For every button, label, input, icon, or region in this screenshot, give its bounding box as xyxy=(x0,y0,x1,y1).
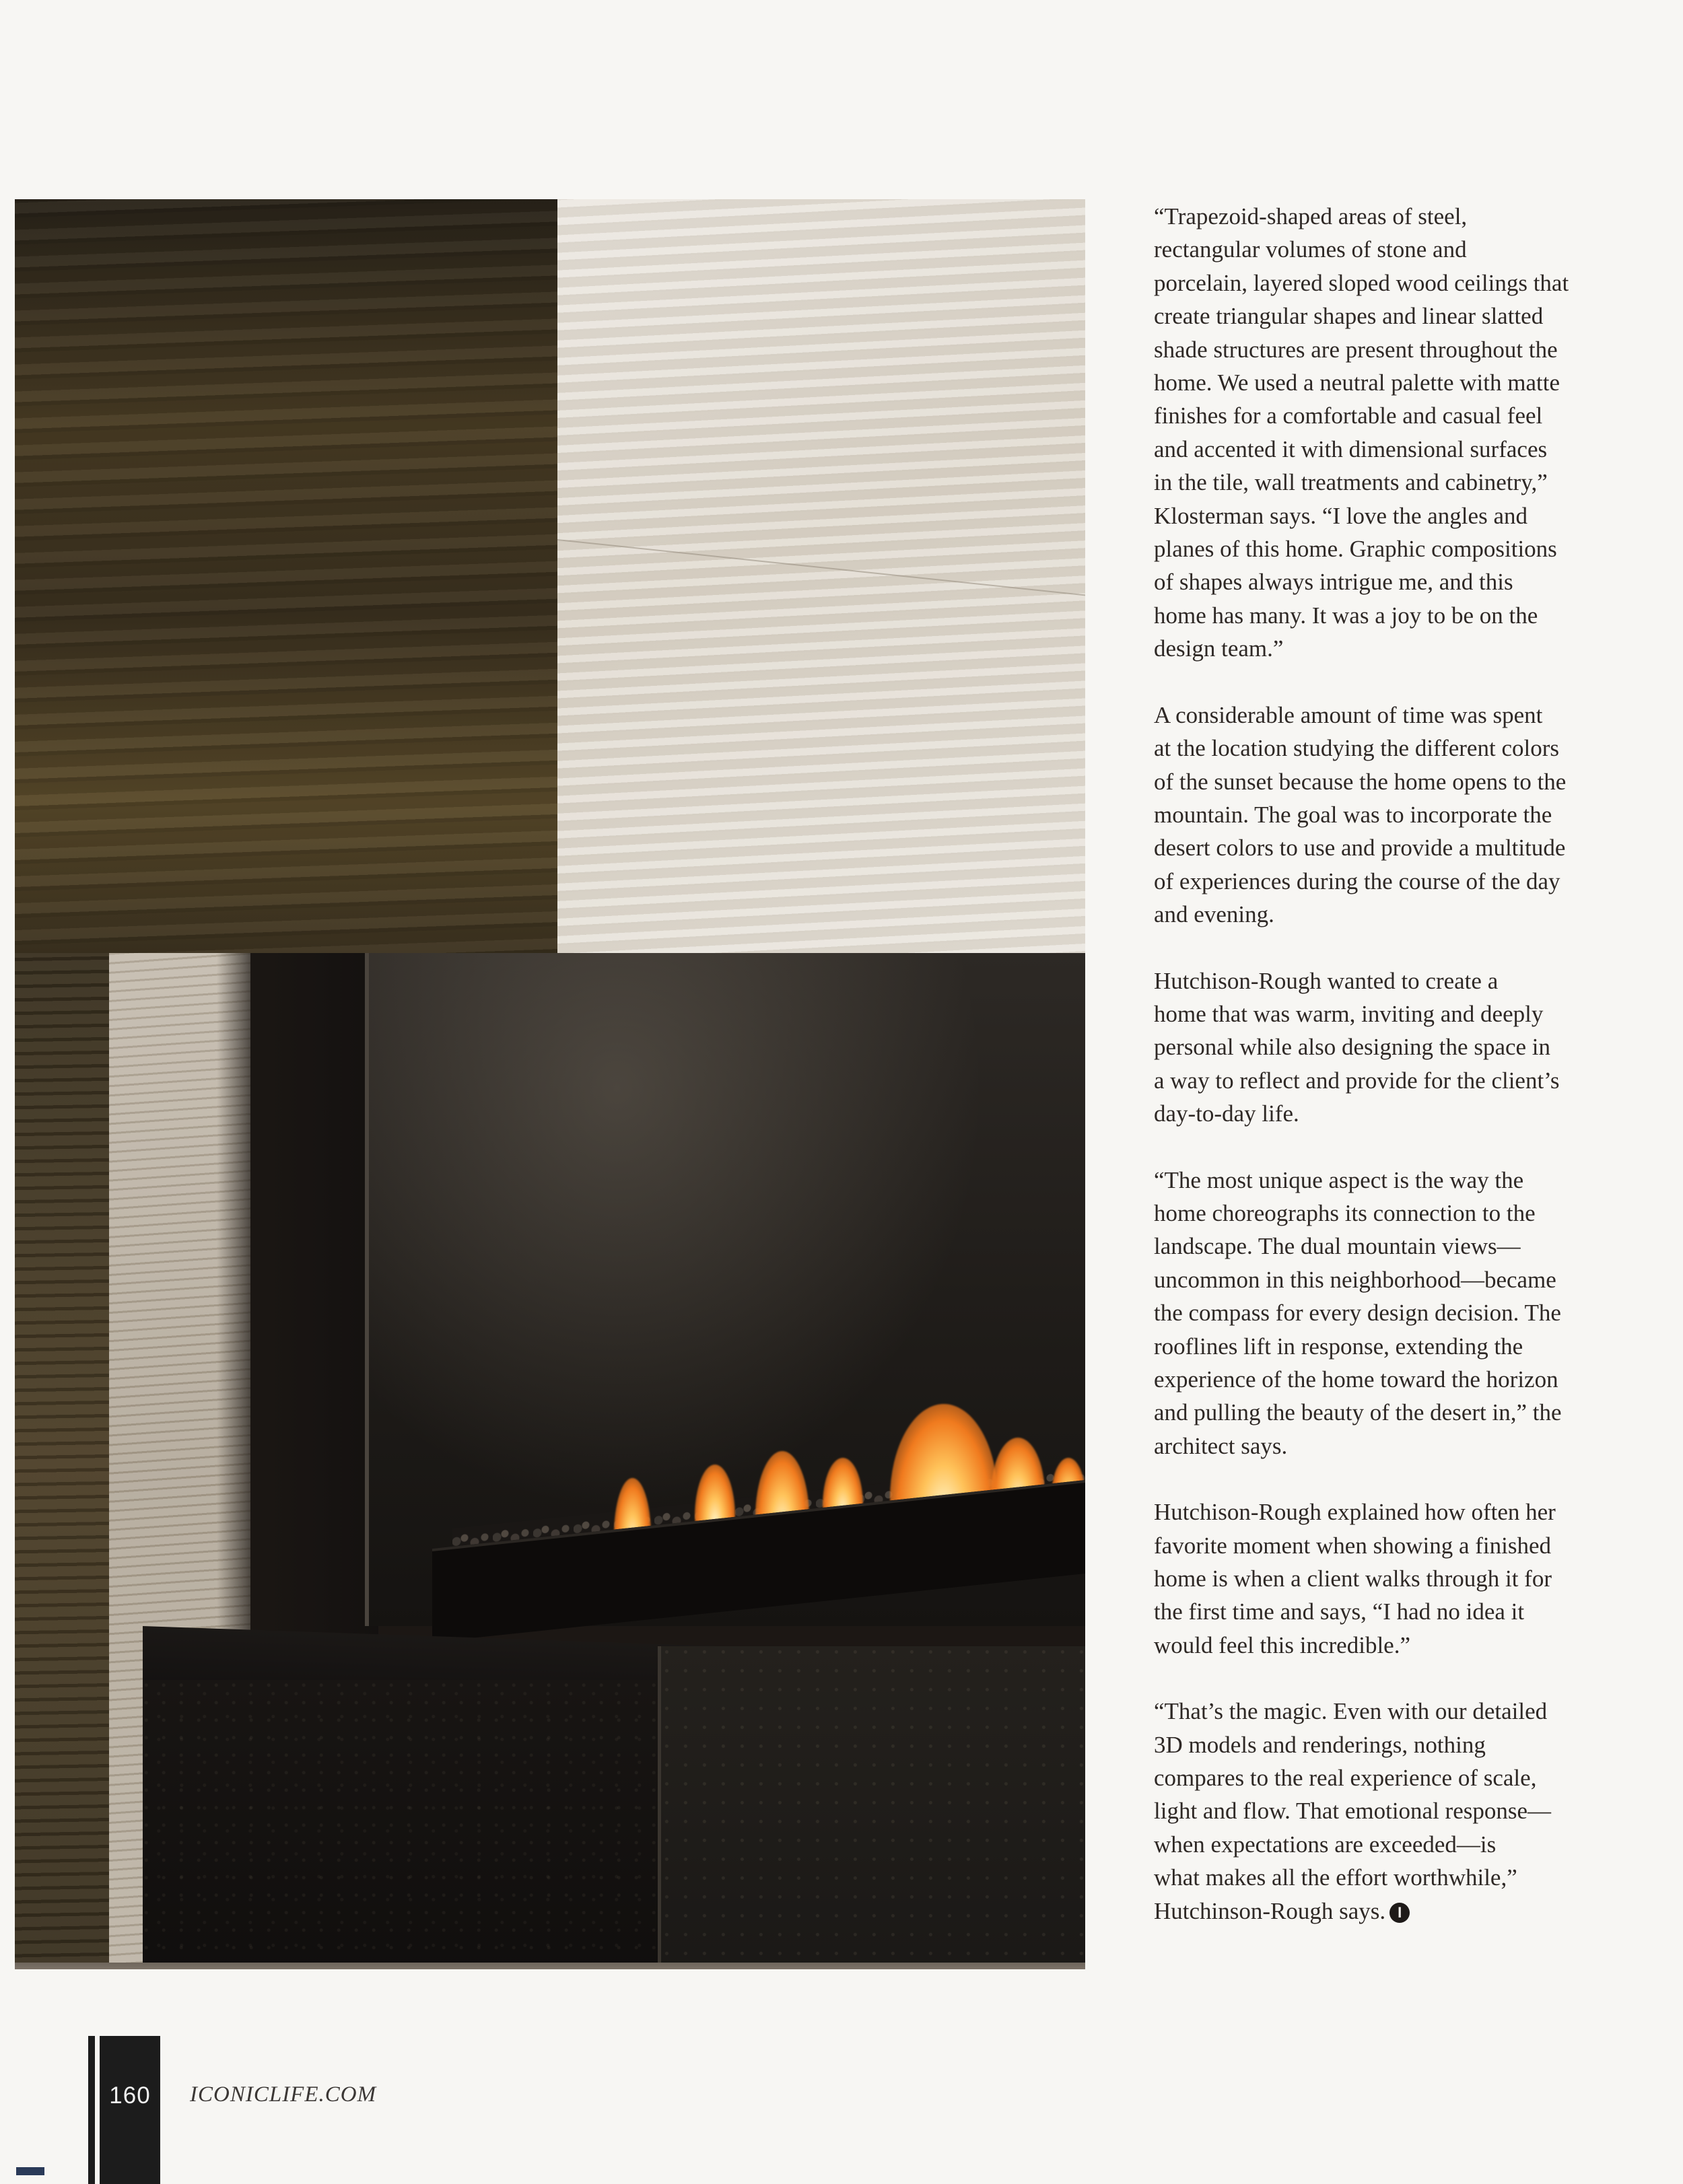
hearth-front xyxy=(143,1680,661,1969)
column-shadow xyxy=(217,953,378,1693)
fireplace-photo xyxy=(15,199,1085,1969)
site-url: ICONICLIFE.COM xyxy=(190,2082,377,2107)
hearth-edge xyxy=(658,1646,661,1969)
paragraph-text: “That’s the magic. Even with our detailed 3D models and renderings, nothing compares to the real experience of scale, light and flow. That emotional response— when expectations are exceeded—is what makes all the effort worthwhile,” Hutchinson-Rough says. xyxy=(1154,1698,1552,1924)
paragraph: “Trapezoid-shaped areas of steel, rectangular volumes of stone and porcelain, layered sloped wood ceilings that create triangular shapes and linear slatted shade structures are present throughout the home. We used a neutral palette with matte finishes for a comfortable and casual feel and accented it with dimensional surfaces in the tile, wall treatments and cabinetry,” Klosterman says. “I love the angles and planes of this home. Graphic compositions of shapes always intrigue me, and this home has many. It was a joy to be on the design team.” xyxy=(1154,203,1569,662)
floor xyxy=(15,1963,1085,1969)
hearth-side xyxy=(661,1646,1085,1969)
wood-column xyxy=(15,953,109,1969)
folio-bar xyxy=(88,2036,95,2184)
wood-wall-panel xyxy=(15,199,557,953)
paragraph: Hutchison-Rough explained how often her favorite moment when showing a finished home is when a client walks through it for the first time and says, “I had no idea it would feel this incredible.” xyxy=(1154,1499,1556,1658)
steel-edge xyxy=(365,953,369,1626)
article-body xyxy=(1154,200,1652,1961)
stone-wall-panel xyxy=(557,199,1085,953)
paragraph: Hutchison-Rough wanted to create a home that was warm, inviting and deeply personal while also designing the space in a way to reflect and provide for the client’s day-to-day life. xyxy=(1154,967,1560,1127)
page-number: 160 xyxy=(109,2082,151,2109)
end-mark-icon: I xyxy=(1389,1903,1410,1923)
corner-mark xyxy=(16,2167,44,2175)
folio-box xyxy=(100,2036,160,2184)
paragraph-last xyxy=(1154,1695,1652,1928)
paragraph: A considerable amount of time was spent at the location studying the different colors of the sunset because the home opens to the mountain. The goal was to incorporate the desert colors to use and provide a multitude of experiences during the course of the day and evening. xyxy=(1154,701,1567,928)
paragraph: “The most unique aspect is the way the home choreographs its connection to the landscape. The dual mountain views— uncommon in this neighborhood—became the compass for every design decision. The rooflines lift in response, extending the experience of the home toward the horizon and pulling the beauty of the desert in,” the architect says. xyxy=(1154,1166,1562,1459)
